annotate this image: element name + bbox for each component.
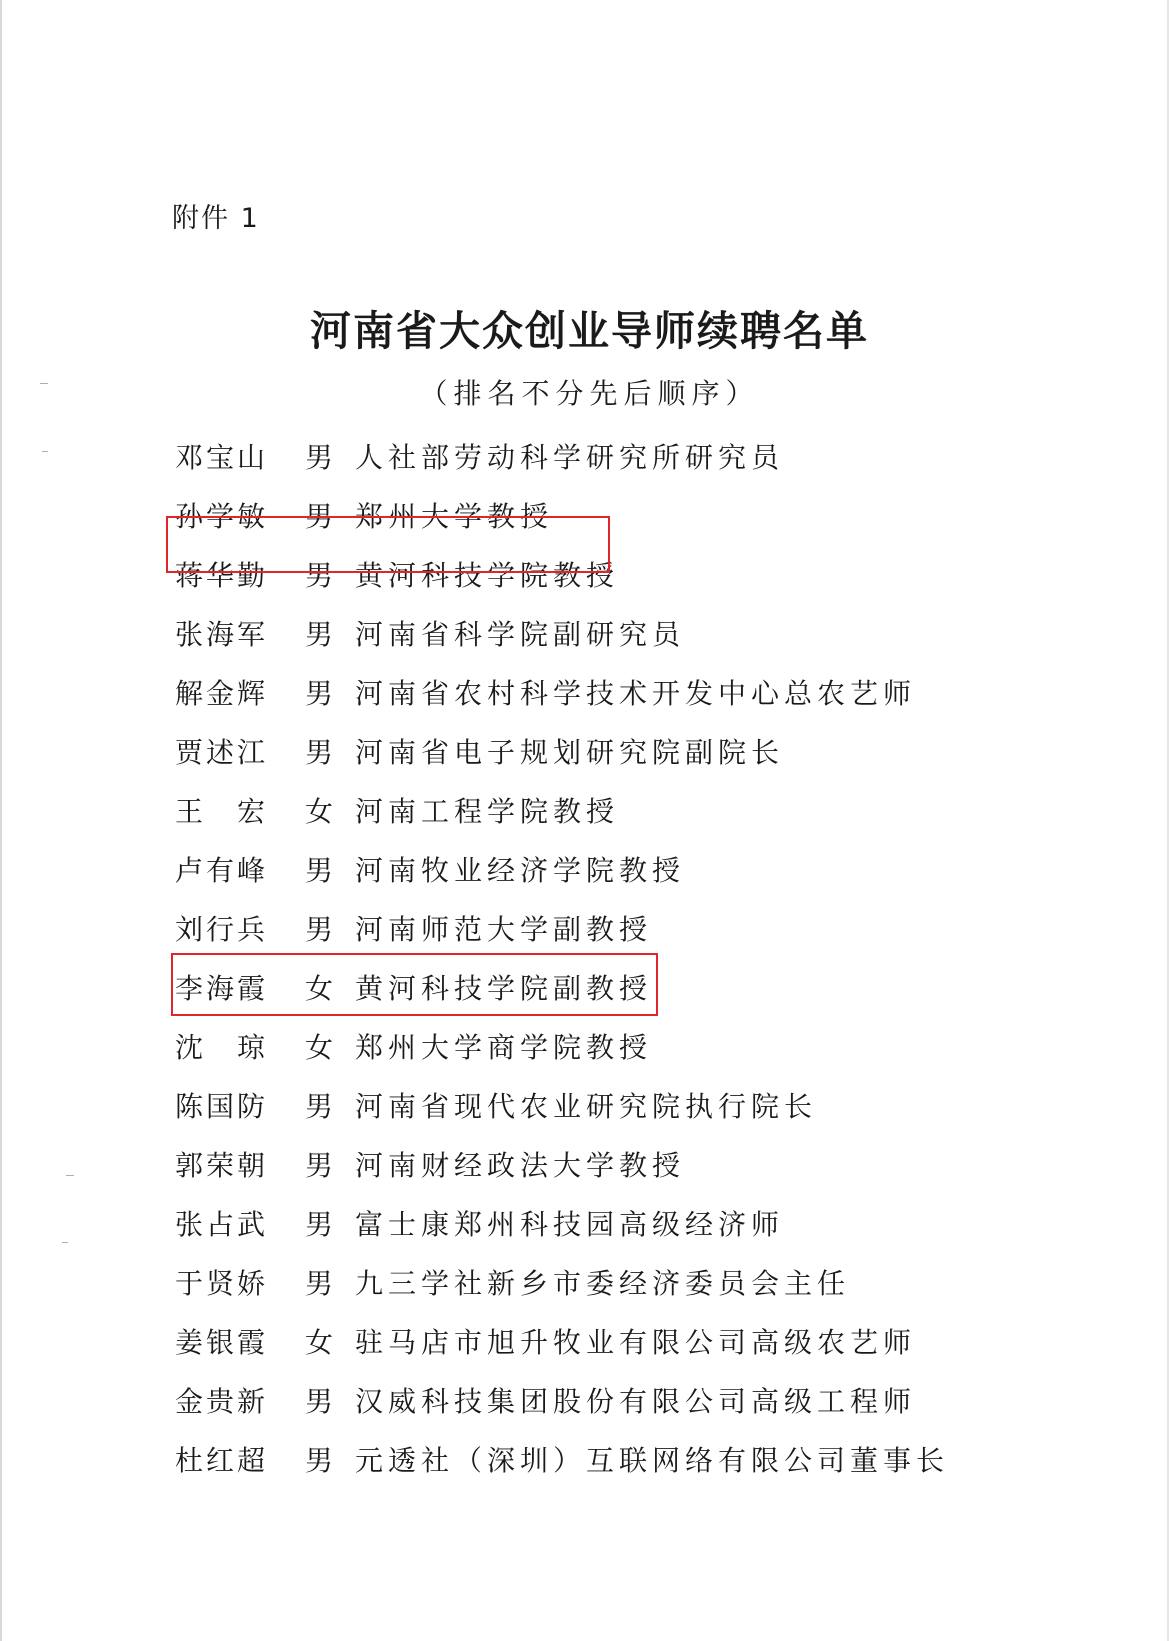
person-name: 于贤娇 — [175, 1266, 269, 1300]
person-gender: 男 — [305, 558, 334, 592]
roster-row — [175, 1252, 995, 1311]
person-position: 元透社（深圳）互联网络有限公司董事长 — [355, 1443, 950, 1477]
roster-row-highlighted — [175, 957, 995, 1016]
person-name: 解金辉 — [175, 676, 269, 710]
person-name: 刘行兵 — [175, 912, 269, 946]
person-position: 郑州大学商学院教授 — [355, 1030, 653, 1064]
roster-row — [175, 1016, 995, 1075]
person-name: 沈 琼 — [175, 1030, 269, 1064]
person-gender: 女 — [305, 794, 334, 828]
person-name: 蒋华勤 — [175, 558, 269, 592]
scan-mark — [62, 1242, 68, 1243]
roster-row — [175, 898, 995, 957]
person-gender: 男 — [305, 853, 334, 887]
roster-row — [175, 1370, 995, 1429]
person-name: 杜红超 — [175, 1443, 269, 1477]
person-position: 河南省科学院副研究员 — [355, 617, 686, 651]
document-title: 河南省大众创业导师续聘名单 — [310, 307, 869, 355]
roster-row — [175, 839, 995, 898]
person-position: 富士康郑州科技园高级经济师 — [355, 1207, 785, 1241]
person-position: 河南牧业经济学院教授 — [355, 853, 686, 887]
roster-row-highlighted — [175, 544, 995, 603]
person-name: 邓宝山 — [175, 440, 269, 474]
roster-row — [175, 780, 995, 839]
person-position: 河南工程学院教授 — [355, 794, 620, 828]
roster-row — [175, 1075, 995, 1134]
scan-mark — [66, 1175, 74, 1176]
roster-row — [175, 1311, 995, 1370]
roster-row — [175, 603, 995, 662]
person-position: 九三学社新乡市委经济委员会主任 — [355, 1266, 851, 1300]
person-position: 河南师范大学副教授 — [355, 912, 653, 946]
person-gender: 男 — [305, 912, 334, 946]
person-name: 李海霞 — [175, 971, 269, 1005]
person-name: 王 宏 — [175, 794, 269, 828]
person-position: 郑州大学教授 — [355, 499, 554, 533]
person-gender: 男 — [305, 1384, 334, 1418]
person-position: 黄河科技学院副教授 — [355, 971, 653, 1005]
person-gender: 女 — [305, 1325, 334, 1359]
roster-row — [175, 426, 995, 485]
person-gender: 男 — [305, 499, 334, 533]
person-position: 河南省电子规划研究院副院长 — [355, 735, 785, 769]
person-position: 汉威科技集团股份有限公司高级工程师 — [355, 1384, 917, 1418]
person-gender: 男 — [305, 1207, 334, 1241]
person-position: 黄河科技学院教授 — [355, 558, 620, 592]
person-name: 孙学敏 — [175, 499, 269, 533]
roster-list — [175, 426, 995, 1488]
person-gender: 男 — [305, 676, 334, 710]
roster-row — [175, 485, 995, 544]
person-name: 金贵新 — [175, 1384, 269, 1418]
document-subtitle: （排名不分先后顺序） — [419, 377, 760, 410]
person-gender: 女 — [305, 971, 334, 1005]
person-position: 河南省农村科学技术开发中心总农艺师 — [355, 676, 917, 710]
person-name: 郭荣朝 — [175, 1148, 269, 1182]
person-name: 陈国防 — [175, 1089, 269, 1123]
person-gender: 男 — [305, 1089, 334, 1123]
person-position: 河南财经政法大学教授 — [355, 1148, 686, 1182]
person-gender: 男 — [305, 735, 334, 769]
roster-row — [175, 721, 995, 780]
person-gender: 男 — [305, 617, 334, 651]
person-position: 河南省现代农业研究院执行院长 — [355, 1089, 818, 1123]
person-gender: 男 — [305, 1266, 334, 1300]
person-gender: 女 — [305, 1030, 334, 1064]
roster-row — [175, 662, 995, 721]
person-position: 驻马店市旭升牧业有限公司高级农艺师 — [355, 1325, 917, 1359]
person-name: 贾述江 — [175, 735, 269, 769]
person-gender: 男 — [305, 1443, 334, 1477]
person-name: 张海军 — [175, 617, 269, 651]
scan-mark — [42, 451, 48, 452]
attachment-label: 附件 1 — [172, 203, 260, 234]
person-name: 张占武 — [175, 1207, 269, 1241]
person-position: 人社部劳动科学研究所研究员 — [355, 440, 785, 474]
roster-row — [175, 1134, 995, 1193]
person-gender: 男 — [305, 1148, 334, 1182]
roster-row — [175, 1193, 995, 1252]
person-gender: 男 — [305, 440, 334, 474]
person-name: 卢有峰 — [175, 853, 269, 887]
person-name: 姜银霞 — [175, 1325, 269, 1359]
roster-row — [175, 1429, 995, 1488]
